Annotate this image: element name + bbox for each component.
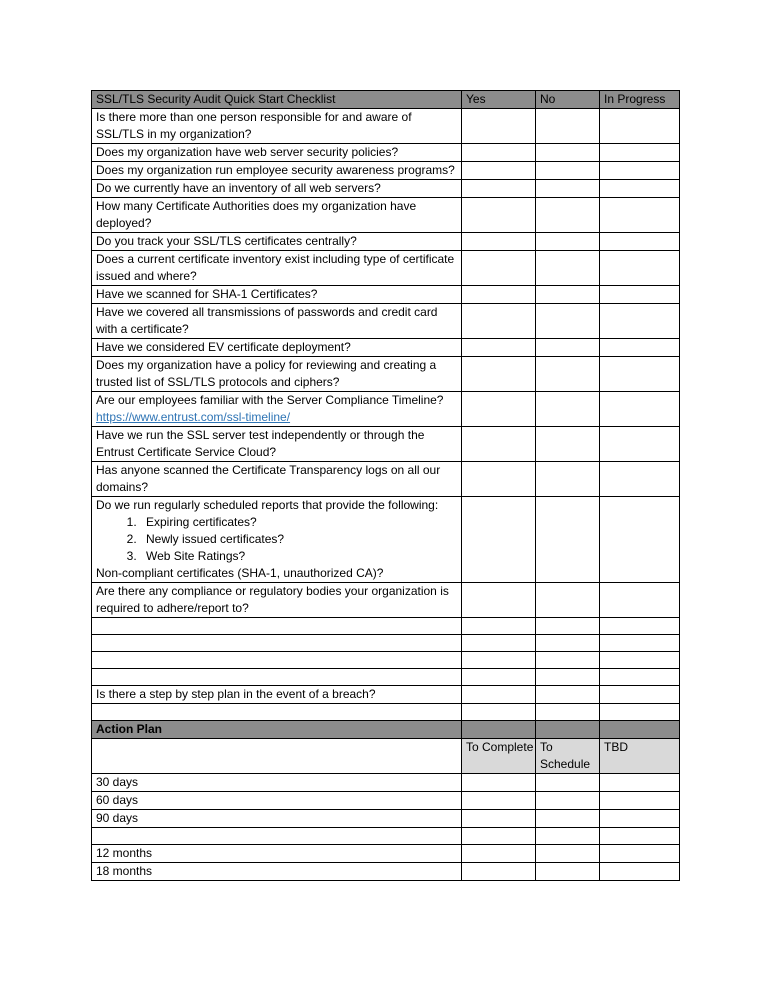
question-cell: Have we covered all transmissions of passwords and credit card with a certificate? (92, 304, 462, 339)
question-footer-text: Non-compliant certificates (SHA-1, unauthorized CA)? (96, 566, 384, 580)
yes-cell[interactable] (462, 583, 536, 618)
no-cell[interactable] (536, 286, 600, 304)
in-progress-cell[interactable] (600, 162, 680, 180)
table-row (92, 462, 680, 497)
in-progress-cell[interactable] (600, 286, 680, 304)
to-complete-cell[interactable] (462, 810, 536, 828)
no-cell[interactable] (536, 427, 600, 462)
yes-cell[interactable] (462, 304, 536, 339)
table-row (92, 304, 680, 339)
table-row (92, 497, 680, 583)
timeframe-label: 60 days (92, 792, 462, 810)
in-progress-cell[interactable] (600, 357, 680, 392)
table-row (92, 686, 680, 704)
in-progress-cell[interactable] (600, 686, 680, 704)
timeframe-label: 30 days (92, 774, 462, 792)
table-row (92, 109, 680, 144)
timeframe-label: 18 months (92, 863, 462, 881)
question-cell: Does a current certificate inventory exist including type of certificate issued and where? (92, 251, 462, 286)
to-complete-cell[interactable] (462, 792, 536, 810)
in-progress-cell[interactable] (600, 339, 680, 357)
in-progress-cell[interactable] (600, 583, 680, 618)
yes-cell[interactable] (462, 392, 536, 427)
in-progress-cell[interactable] (600, 144, 680, 162)
timeframe-label: 90 days (92, 810, 462, 828)
table-row (92, 583, 680, 618)
column-header-tbd: TBD (600, 739, 680, 774)
no-cell[interactable] (536, 144, 600, 162)
no-cell[interactable] (536, 686, 600, 704)
no-cell[interactable] (536, 357, 600, 392)
yes-cell[interactable] (462, 427, 536, 462)
yes-cell[interactable] (462, 162, 536, 180)
tbd-cell[interactable] (600, 863, 680, 881)
to-schedule-cell[interactable] (536, 828, 600, 845)
in-progress-cell[interactable] (600, 198, 680, 233)
tbd-cell[interactable] (600, 845, 680, 863)
in-progress-cell[interactable] (600, 251, 680, 286)
table-row (92, 339, 680, 357)
empty-row (92, 618, 680, 635)
timeframe-label (92, 828, 462, 845)
to-complete-cell[interactable] (462, 828, 536, 845)
no-cell[interactable] (536, 198, 600, 233)
column-header-no: No (536, 91, 600, 109)
audit-checklist-table (91, 90, 680, 881)
question-cell: Does my organization run employee security awareness programs? (92, 162, 462, 180)
list-item: 3. Web Site Ratings? (140, 548, 461, 565)
no-cell[interactable] (536, 339, 600, 357)
question-cell: How many Certificate Authorities does my organization have deployed? (92, 198, 462, 233)
action-plan-row (92, 845, 680, 863)
action-plan-header-row (92, 721, 680, 739)
yes-cell[interactable] (462, 357, 536, 392)
no-cell[interactable] (536, 497, 600, 583)
question-cell (92, 497, 462, 583)
yes-cell[interactable] (462, 339, 536, 357)
question-cell: Does my organization have a policy for reviewing and creating a trusted list of SSL/TLS protocols and ciphers? (92, 357, 462, 392)
table-row (92, 233, 680, 251)
question-cell (92, 392, 462, 427)
to-complete-cell[interactable] (462, 774, 536, 792)
in-progress-cell[interactable] (600, 497, 680, 583)
table-row (92, 251, 680, 286)
question-cell: Have we run the SSL server test independently or through the Entrust Certificate Service Cloud? (92, 427, 462, 462)
empty-row (92, 635, 680, 652)
timeframe-label: 12 months (92, 845, 462, 863)
no-cell[interactable] (536, 180, 600, 198)
yes-cell[interactable] (462, 109, 536, 144)
tbd-cell[interactable] (600, 792, 680, 810)
action-plan-row (92, 863, 680, 881)
action-plan-row (92, 810, 680, 828)
empty-row (92, 652, 680, 669)
question-cell: Are there any compliance or regulatory bodies your organization is required to adhere/report to? (92, 583, 462, 618)
no-cell[interactable] (536, 109, 600, 144)
question-cell: Does my organization have web server security policies? (92, 144, 462, 162)
in-progress-cell[interactable] (600, 462, 680, 497)
question-cell: Is there more than one person responsible for and aware of SSL/TLS in my organization? (92, 109, 462, 144)
question-cell: Has anyone scanned the Certificate Transparency logs on all our domains? (92, 462, 462, 497)
no-cell[interactable] (536, 583, 600, 618)
question-text: Are our employees familiar with the Server Compliance Timeline? (96, 393, 444, 407)
tbd-cell[interactable] (600, 828, 680, 845)
no-cell[interactable] (536, 251, 600, 286)
checklist-title: SSL/TLS Security Audit Quick Start Checklist (92, 91, 462, 109)
to-schedule-cell[interactable] (536, 845, 600, 863)
yes-cell[interactable] (462, 180, 536, 198)
tbd-cell[interactable] (600, 810, 680, 828)
in-progress-cell[interactable] (600, 109, 680, 144)
yes-cell[interactable] (462, 233, 536, 251)
yes-cell[interactable] (462, 286, 536, 304)
question-cell: Have we scanned for SHA-1 Certificates? (92, 286, 462, 304)
table-row (92, 162, 680, 180)
action-plan-subheader-row (92, 739, 680, 774)
no-cell[interactable] (536, 233, 600, 251)
yes-cell[interactable] (462, 198, 536, 233)
table-row (92, 286, 680, 304)
action-plan-row (92, 792, 680, 810)
question-cell: Is there a step by step plan in the event of a breach? (92, 686, 462, 704)
tbd-cell[interactable] (600, 774, 680, 792)
in-progress-cell[interactable] (600, 427, 680, 462)
no-cell[interactable] (536, 162, 600, 180)
empty-row (92, 669, 680, 686)
action-plan-title: Action Plan (92, 721, 462, 739)
ssl-timeline-link[interactable]: https://www.entrust.com/ssl-timeline/ (96, 410, 291, 424)
to-schedule-cell[interactable] (536, 810, 600, 828)
question-cell: Have we considered EV certificate deployment? (92, 339, 462, 357)
column-header-in-progress: In Progress (600, 91, 680, 109)
question-cell: Do we currently have an inventory of all web servers? (92, 180, 462, 198)
question-cell: Do you track your SSL/TLS certificates centrally? (92, 233, 462, 251)
in-progress-cell[interactable] (600, 233, 680, 251)
to-schedule-cell[interactable] (536, 863, 600, 881)
yes-cell[interactable] (462, 144, 536, 162)
column-header-to-complete: To Complete (462, 739, 536, 774)
table-row (92, 144, 680, 162)
table-row (92, 357, 680, 392)
in-progress-cell[interactable] (600, 304, 680, 339)
action-plan-row (92, 828, 680, 845)
column-header-yes: Yes (462, 91, 536, 109)
table-row (92, 198, 680, 233)
to-complete-cell[interactable] (462, 863, 536, 881)
list-item: 2. Newly issued certificates? (140, 531, 461, 548)
question-text: Do we run regularly scheduled reports that provide the following: (96, 498, 439, 512)
in-progress-cell[interactable] (600, 392, 680, 427)
no-cell[interactable] (536, 462, 600, 497)
column-header-to-schedule: To Schedule (536, 739, 600, 774)
to-complete-cell[interactable] (462, 845, 536, 863)
yes-cell[interactable] (462, 497, 536, 583)
action-plan-row (92, 774, 680, 792)
table-row (92, 180, 680, 198)
report-list (96, 514, 461, 565)
no-cell[interactable] (536, 392, 600, 427)
list-item: 1. Expiring certificates? (140, 514, 461, 531)
to-schedule-cell[interactable] (536, 792, 600, 810)
empty-row (92, 704, 680, 721)
in-progress-cell[interactable] (600, 180, 680, 198)
table-row (92, 392, 680, 427)
yes-cell[interactable] (462, 251, 536, 286)
to-schedule-cell[interactable] (536, 774, 600, 792)
checklist-header-row (92, 91, 680, 109)
yes-cell[interactable] (462, 686, 536, 704)
no-cell[interactable] (536, 304, 600, 339)
yes-cell[interactable] (462, 462, 536, 497)
table-row (92, 427, 680, 462)
